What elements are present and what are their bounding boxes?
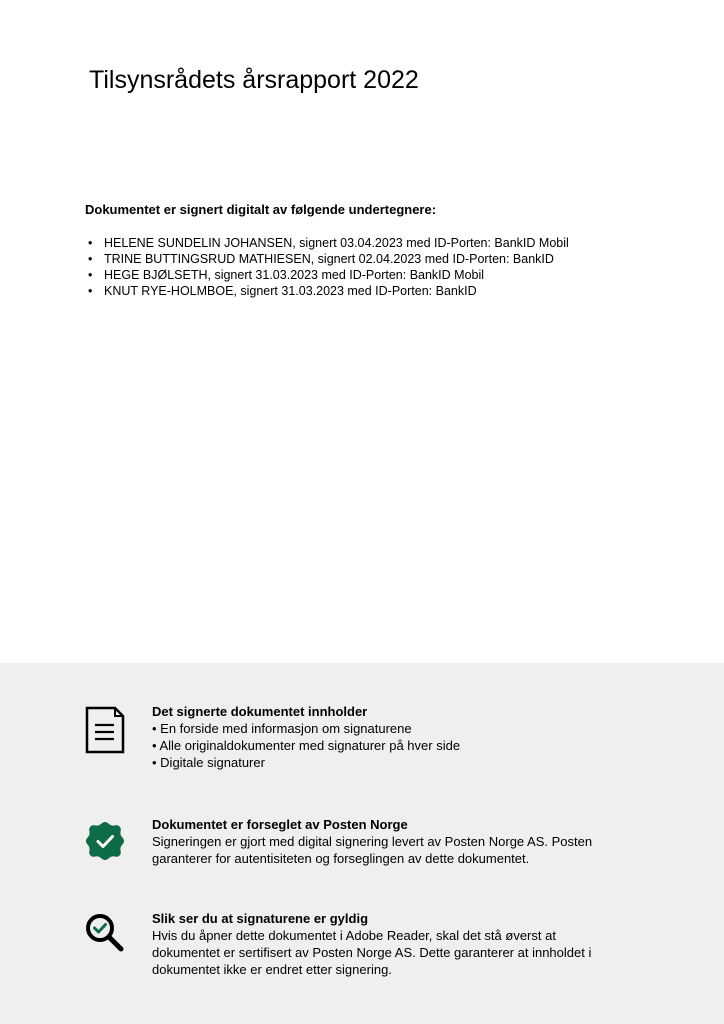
info-line: garanterer for autentisiteten og forseglingen av dette dokumentet. xyxy=(152,851,530,866)
info-text-sealed xyxy=(152,816,622,867)
signers-heading: Dokumentet er signert digitalt av følgende undertegnere: xyxy=(85,202,437,217)
signer-text: KNUT RYE-HOLMBOE, signert 31.03.2023 med ID-Porten: BankID xyxy=(104,284,477,298)
info-heading: Det signerte dokumentet innholder xyxy=(152,704,368,719)
info-heading: Slik ser du at signaturene er gyldig xyxy=(152,911,369,926)
info-line: • Digitale signaturer xyxy=(152,755,265,770)
info-heading: Dokumentet er forseglet av Posten Norge xyxy=(152,817,408,832)
signer-text: TRINE BUTTINGSRUD MATHIESEN, signert 02.04.2023 med ID-Porten: BankID xyxy=(104,252,554,266)
signer-text: HEGE BJØLSETH, signert 31.03.2023 med ID-Porten: BankID Mobil xyxy=(104,268,485,282)
info-line: Signeringen er gjort med digital signering levert av Posten Norge AS. Posten xyxy=(152,834,593,849)
info-text-verify xyxy=(152,910,622,978)
magnifier-check-icon xyxy=(85,913,125,958)
document-icon xyxy=(85,706,125,759)
info-text-contents xyxy=(152,703,622,771)
signer-text: HELENE SUNDELIN JOHANSEN, signert 03.04.2023 med ID-Porten: BankID Mobil xyxy=(104,236,569,250)
info-line: • En forside med informasjon om signaturene xyxy=(152,721,412,736)
info-line: dokumentet er sertifisert av Posten Norge AS. Dette garanterer at innholdet i xyxy=(152,945,592,960)
info-panel xyxy=(0,663,724,1024)
info-line: Hvis du åpner dette dokumentet i Adobe Reader, skal det stå øverst at xyxy=(152,928,556,943)
signer-item: • TRINE BUTTINGSRUD MATHIESEN, signert 02.04.2023 med ID-Porten: BankID xyxy=(88,252,554,266)
page-title: Tilsynsrådets årsrapport 2022 xyxy=(89,66,419,94)
info-line: dokumentet ikke er endret etter signering. xyxy=(152,962,392,977)
signer-item: • HELENE SUNDELIN JOHANSEN, signert 03.04.2023 med ID-Porten: BankID Mobil xyxy=(88,236,569,250)
seal-check-icon xyxy=(85,821,125,866)
signer-item: • KNUT RYE-HOLMBOE, signert 31.03.2023 med ID-Porten: BankID xyxy=(88,284,477,298)
signer-item: • HEGE BJØLSETH, signert 31.03.2023 med ID-Porten: BankID Mobil xyxy=(88,268,485,282)
signers-list xyxy=(85,235,569,299)
info-line: • Alle originaldokumenter med signaturer på hver side xyxy=(152,738,461,753)
